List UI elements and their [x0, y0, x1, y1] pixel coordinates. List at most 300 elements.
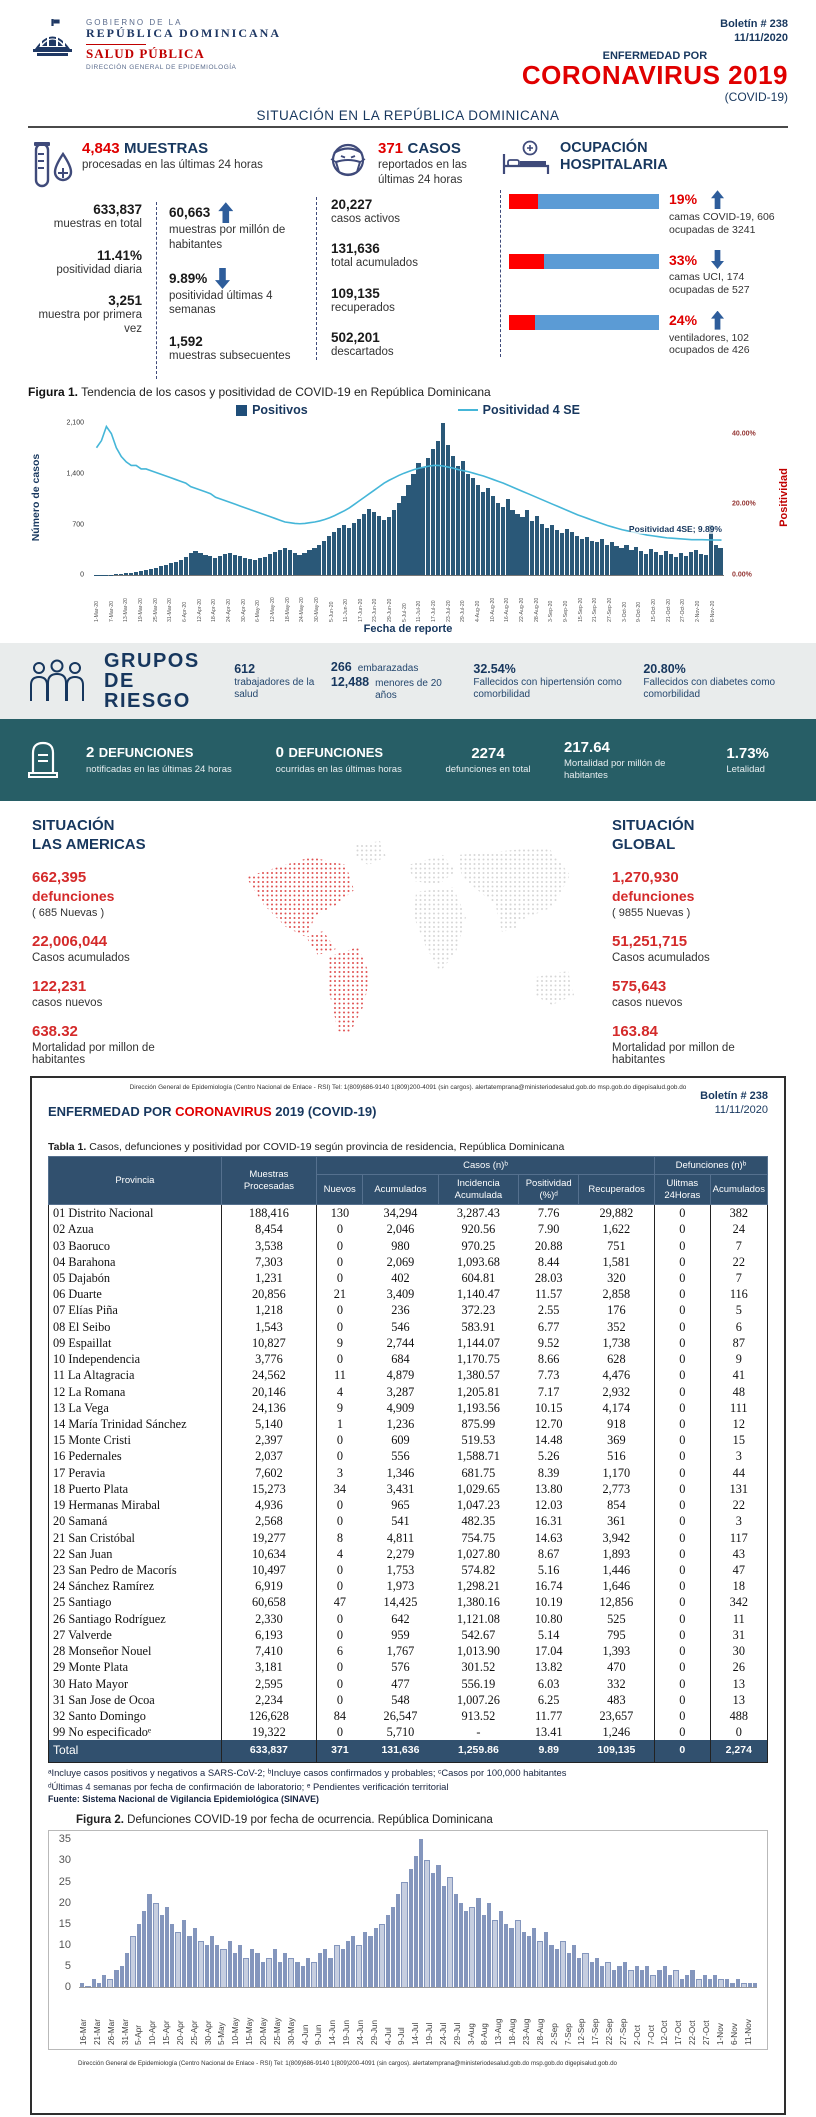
table-cell: 60,658 — [221, 1594, 316, 1610]
col-acumulados: Acumulados — [363, 1175, 438, 1205]
death-bar — [147, 1894, 151, 1987]
axis-label: 19-Mar-20 — [137, 598, 144, 623]
table-cell: 5,140 — [221, 1416, 316, 1432]
col-recuperados: Recuperados — [579, 1175, 655, 1205]
axis-label: 4-Jun — [300, 2024, 310, 2046]
disease-pretitle: ENFERMEDAD POR — [602, 50, 708, 62]
test-tube-icon — [28, 140, 74, 192]
fig1-xaxis-title: Fecha de reporte — [363, 623, 453, 636]
defunciones-ocurridas-word: DEFUNCIONES — [288, 745, 384, 761]
table-cell: 0 — [317, 1497, 363, 1513]
table-row — [49, 1432, 768, 1448]
trabajadores-salud-label: trabajadores de la salud — [234, 676, 315, 700]
table-cell: 8.66 — [537, 1352, 560, 1367]
muestras-por-millon-label: muestras por millón de habitantes — [169, 224, 286, 251]
legend-positividad — [458, 403, 580, 417]
table-cell: 7.73 — [537, 1368, 560, 1383]
table-cell: 4,476 — [602, 1368, 631, 1383]
casos-acumulados-label: total acumulados — [331, 257, 418, 270]
death-bar — [198, 1941, 204, 1988]
axis-tick: 700 — [72, 521, 84, 529]
table-cell: 11 — [317, 1367, 363, 1383]
table-cell: 15 Monte Cristi — [53, 1433, 131, 1448]
table-cell: 0 — [317, 1270, 363, 1286]
axis-label: 18-Aug — [508, 2018, 518, 2046]
death-bar — [549, 1945, 553, 1987]
table-cell: 4,811 — [386, 1530, 415, 1545]
axis-label: 3-Aug — [466, 2023, 476, 2046]
defunciones-notificadas-label: notificadas en las últimas 24 horas — [86, 764, 232, 776]
table-cell: 0 — [654, 1481, 710, 1497]
death-bar — [690, 1970, 694, 1987]
death-bar — [713, 1975, 717, 1988]
death-bar — [612, 1970, 616, 1987]
muestras-24h-word: MUESTRAS — [124, 140, 209, 158]
death-bar — [318, 1953, 322, 1987]
ocupacion-items — [500, 190, 788, 357]
death-bar — [306, 1958, 310, 1988]
table-cell: 10 Independencia — [53, 1352, 141, 1367]
table-cell: 854 — [607, 1498, 626, 1513]
table-cell: 8.67 — [537, 1546, 560, 1561]
death-bar — [351, 1936, 355, 1987]
menores-label: menores de 20 años — [375, 678, 442, 702]
figura1-caption — [28, 385, 788, 399]
muestras-24h-desc: procesadas en las últimas 24 horas — [82, 159, 263, 172]
table-cell: 28 Monseñor Nouel — [53, 1644, 152, 1659]
defunciones-total-stat — [438, 745, 538, 776]
death-bar — [623, 1962, 627, 1987]
axis-label: 5-Jun-20 — [328, 601, 335, 623]
legend-positividad-label: Positividad 4 SE — [482, 403, 580, 418]
situacion-section — [28, 801, 788, 1066]
table-cell: 176 — [607, 1303, 626, 1318]
table-cell: 556.19 — [461, 1676, 496, 1691]
table-cell: 27 Valverde — [53, 1627, 112, 1642]
recuperados-label: recuperados — [331, 301, 395, 314]
table-cell: 0 — [317, 1676, 363, 1692]
table-cell: 1,144.07 — [456, 1335, 500, 1350]
axis-label: 25-Mar-20 — [152, 598, 159, 623]
table-cell: 6.25 — [537, 1692, 560, 1707]
table-row — [49, 1302, 768, 1318]
table-cell: 1,380.57 — [456, 1368, 500, 1383]
table-cell: 913.52 — [461, 1708, 496, 1723]
table-cell: 0 — [654, 1335, 710, 1351]
ocupacion-column — [486, 140, 788, 379]
axis-label: 8-Aug — [480, 2023, 490, 2046]
table-cell: 12.70 — [534, 1417, 563, 1432]
table-total-cell: 109,135 — [579, 1740, 655, 1762]
death-bar — [120, 1966, 124, 1987]
fig1-yaxis-left-title: Número de casos — [30, 453, 42, 542]
death-bar — [250, 1949, 254, 1987]
axis-label: 31-Mar — [120, 2019, 130, 2046]
table-cell: 959 — [391, 1627, 410, 1642]
table-cell: 29,882 — [599, 1206, 634, 1221]
muestras-subsecuentes-number: 1,592 — [169, 333, 203, 349]
axis-label: 5-May — [217, 2022, 227, 2046]
table-cell: 1,121.08 — [456, 1611, 500, 1626]
casos-24h-word: CASOS — [407, 140, 461, 158]
table-total-cell: 2,274 — [710, 1740, 767, 1762]
death-bar — [238, 1945, 242, 1987]
table-cell: 10.15 — [534, 1400, 563, 1415]
table-cell: 0 — [317, 1351, 363, 1367]
bulletin-title-block — [522, 18, 788, 104]
mortalidad-label: Mortalidad por millón de habitantes — [564, 757, 666, 781]
death-bar — [544, 1932, 548, 1987]
figura2-caption-bold: Figura 2. — [76, 1814, 124, 1827]
figura1-legend — [28, 401, 788, 423]
table-row — [49, 1351, 768, 1367]
table-cell: 0 — [654, 1416, 710, 1432]
death-bar — [160, 1915, 164, 1987]
table-cell: 0 — [654, 1562, 710, 1578]
table-cell: 99 No especificadoᵉ — [53, 1725, 152, 1740]
death-bar — [499, 1911, 503, 1987]
axis-tick: 20.00% — [732, 500, 756, 508]
ventiladores-bar — [509, 315, 659, 330]
table-cell: 1,231 — [221, 1270, 316, 1286]
death-bar — [635, 1966, 639, 1987]
table-cell: 1,738 — [602, 1335, 631, 1350]
table-cell: 754.75 — [461, 1530, 496, 1545]
death-bar — [386, 1915, 390, 1987]
table-cell: 0 — [317, 1319, 363, 1335]
death-bar — [92, 1979, 96, 1987]
table-cell: 2,932 — [602, 1384, 631, 1399]
table-cell: 03 Baoruco — [53, 1238, 111, 1253]
col-muestras: Muestras Procesadas — [221, 1157, 316, 1205]
table-cell: 126,628 — [221, 1708, 316, 1724]
table-cell: 21 — [317, 1286, 363, 1302]
muestra-primera-vez-number: 3,251 — [108, 293, 142, 309]
table-cell: 6,919 — [221, 1578, 316, 1594]
global-title-line2: GLOBAL — [612, 835, 676, 853]
axis-label: 9-Oct-20 — [636, 601, 643, 623]
axis-label: 21-Sep-20 — [592, 597, 599, 623]
table-cell: 0 — [654, 1448, 710, 1464]
global-defunciones-nuevas: ( 9855 Nuevas ) — [612, 906, 691, 919]
death-bar — [504, 1924, 508, 1987]
page2-bulletin-date: 11/11/2020 — [714, 1104, 768, 1116]
table-cell: 2,397 — [221, 1432, 316, 1448]
provincia-table — [48, 1156, 768, 1763]
table-cell: 542.67 — [461, 1627, 496, 1642]
fig1-xlabels — [94, 578, 724, 622]
table-total-cell: 131,636 — [363, 1740, 438, 1762]
table-cell: 0 — [317, 1627, 363, 1643]
axis-tick: 30 — [58, 1854, 71, 1867]
table-row — [49, 1724, 768, 1740]
trabajadores-salud-number: 612 — [234, 661, 256, 676]
axis-label: 29-Jun-20 — [387, 598, 394, 623]
death-bar — [414, 1856, 418, 1987]
axis-label: 3-Oct-20 — [621, 601, 628, 623]
table-cell: 5.26 — [537, 1449, 560, 1464]
axis-label: 6-Apr-20 — [181, 601, 188, 623]
table-cell: 4,174 — [602, 1400, 631, 1415]
table-row — [49, 1384, 768, 1400]
table-row — [49, 1578, 768, 1594]
global-acumulados-number: 51,251,715 — [612, 932, 688, 950]
table-cell: 41 — [710, 1367, 767, 1383]
letalidad-number: 1.73% — [726, 744, 769, 762]
table-cell: 17.04 — [534, 1644, 563, 1659]
table-cell: 970.25 — [461, 1238, 496, 1253]
table-cell: 7,410 — [221, 1643, 316, 1659]
death-bar — [476, 1898, 480, 1987]
global-acumulados-label: Casos acumulados — [612, 951, 710, 964]
table-cell: 06 Duarte — [53, 1287, 102, 1302]
global-mortalidad-number: 163.84 — [612, 1022, 658, 1040]
muestras-total-label: muestras en total — [53, 218, 142, 231]
table-row — [49, 1708, 768, 1724]
table-cell: 0 — [654, 1221, 710, 1237]
table-row — [49, 1627, 768, 1643]
menores-number: 12,488 — [330, 675, 370, 690]
death-bar — [409, 1869, 413, 1987]
table-cell: 483 — [607, 1692, 626, 1707]
table-row — [49, 1497, 768, 1513]
axis-label: 12-May-20 — [269, 597, 276, 623]
death-bar — [436, 1865, 440, 1988]
table-cell: 1,246 — [602, 1725, 631, 1740]
table-cell: 7 — [710, 1270, 767, 1286]
table-cell: 47 — [710, 1562, 767, 1578]
col-acum-defunciones: Acumulados — [710, 1175, 767, 1205]
table-cell: 04 Barahona — [53, 1254, 116, 1269]
defunciones-ocurridas-label: ocurridas en las últimas horas — [275, 764, 402, 776]
table-row — [49, 1594, 768, 1610]
americas-acumulados-label: Casos acumulados — [32, 951, 130, 964]
table-row — [49, 1416, 768, 1432]
death-bar — [175, 1932, 181, 1987]
death-bar — [114, 1970, 118, 1987]
table-cell: 130 — [317, 1205, 363, 1222]
table-total-cell: 371 — [317, 1740, 363, 1762]
table-cell: 0 — [317, 1578, 363, 1594]
arrow-up-icon — [711, 311, 724, 330]
death-bar — [628, 1970, 634, 1987]
table-cell: 02 Azua — [53, 1222, 94, 1237]
table-cell: 22 — [710, 1497, 767, 1513]
table-cell: 0 — [317, 1448, 363, 1464]
table-row — [49, 1546, 768, 1562]
table-cell: 576 — [391, 1660, 410, 1675]
fig2-xlabels — [79, 1988, 757, 2045]
col-provincia: Provincia — [49, 1157, 222, 1205]
page1-header — [28, 18, 788, 104]
axis-tick: 40.00% — [732, 430, 756, 438]
axis-label: 10-May — [231, 2017, 241, 2046]
death-bar — [193, 1928, 197, 1987]
death-bar — [657, 1970, 661, 1987]
death-bar — [590, 1962, 594, 1987]
axis-label: 15-May — [245, 2017, 255, 2046]
death-bar — [142, 1911, 146, 1987]
logo-gov-line2: REPÚBLICA DOMINICANA — [86, 26, 282, 41]
table-cell: 13.41 — [534, 1725, 563, 1740]
americas-title-line2: LAS AMERICAS — [32, 835, 146, 853]
death-bar — [464, 1911, 468, 1987]
americas-title-line1: SITUACIÓN — [32, 817, 115, 835]
table-cell: 0 — [317, 1513, 363, 1529]
table-cell: 9.52 — [537, 1335, 560, 1350]
situacion-global — [612, 817, 790, 1066]
death-bar — [424, 1860, 430, 1987]
axis-label: 10-Apr — [148, 2020, 158, 2046]
table-cell: 8,454 — [221, 1221, 316, 1237]
death-bar — [527, 1936, 531, 1987]
global-mortalidad-label: Mortalidad por millon de habitantes — [612, 1041, 735, 1066]
table-cell: 3 — [710, 1448, 767, 1464]
table-cell: 920.56 — [461, 1222, 496, 1237]
axis-label: 24-May-20 — [299, 597, 306, 623]
group-defunciones: Defunciones (n)ᵇ — [654, 1157, 767, 1175]
death-bar — [522, 1932, 526, 1987]
table-cell: 3,409 — [386, 1287, 415, 1302]
table-total-row — [49, 1740, 768, 1762]
table-cell: 3,776 — [221, 1351, 316, 1367]
americas-defunciones-nuevas: ( 685 Nuevas ) — [32, 906, 105, 919]
page2-header — [48, 1090, 768, 1119]
table-cell: 1,380.16 — [456, 1595, 500, 1610]
axis-label: 7-Oct — [646, 2025, 656, 2046]
embarazadas-number: 266 — [330, 660, 352, 675]
axis-tick: 0 — [80, 571, 84, 579]
death-bar — [572, 1945, 576, 1987]
figura1-plot — [30, 419, 790, 579]
death-bar — [379, 1924, 385, 1987]
table-cell: 14.63 — [534, 1530, 563, 1545]
death-bar — [396, 1894, 400, 1987]
ocupacion-ventiladores — [509, 311, 788, 357]
table-cell: 11 La Altagracia — [53, 1368, 135, 1383]
table-cell: 8.39 — [537, 1465, 560, 1480]
col-ultimas24: Ulitmas 24Horas — [654, 1175, 710, 1205]
table-cell: 7 — [710, 1238, 767, 1254]
table-cell: 32 Santo Domingo — [53, 1708, 146, 1723]
table-cell: 44 — [710, 1465, 767, 1481]
axis-label: 25-Apr — [189, 2020, 199, 2046]
table-cell: 965 — [391, 1498, 410, 1513]
table-cell: 0 — [654, 1367, 710, 1383]
death-bar — [215, 1945, 219, 1987]
global-defunciones-number: 1,270,930 — [612, 868, 679, 886]
death-bar — [334, 1945, 340, 1987]
axis-label: 30-May-20 — [313, 597, 320, 623]
col-incidencia: Incidencia Acumulada — [438, 1175, 518, 1205]
ventiladores-pct: 24% — [669, 311, 698, 328]
camas-uci-pct: 33% — [669, 251, 698, 268]
death-bar — [323, 1949, 327, 1987]
table-cell: 0 — [654, 1205, 710, 1222]
camas-covid-pct: 19% — [669, 191, 698, 208]
page2-bulletin-block — [700, 1090, 768, 1116]
table-cell: 31 — [710, 1627, 767, 1643]
death-bar — [555, 1949, 559, 1987]
axis-label: 22-Aug-20 — [519, 597, 526, 623]
axis-label: 12-Sep — [577, 2018, 587, 2046]
table-cell: 09 Espaillat — [53, 1335, 112, 1350]
positividad-diaria-stat — [28, 248, 142, 277]
table-row — [49, 1254, 768, 1270]
table-row — [49, 1238, 768, 1254]
axis-label: 17-Jul-20 — [431, 600, 438, 623]
grupos-title-line2: DE RIESGO — [104, 670, 191, 713]
table-cell: 0 — [654, 1578, 710, 1594]
table-cell: 3,942 — [602, 1530, 631, 1545]
axis-label: 4-Aug-20 — [475, 600, 482, 623]
death-bar — [741, 1983, 747, 1987]
death-bar — [170, 1924, 174, 1987]
table-cell: 1,236 — [386, 1417, 415, 1432]
axis-label: 21-Mar — [92, 2019, 102, 2046]
table-cell: 26 — [710, 1659, 767, 1675]
legend-positivos-label: Positivos — [252, 403, 308, 418]
table-cell: 0 — [654, 1627, 710, 1643]
casos-activos-stat — [331, 197, 486, 226]
table-row — [49, 1221, 768, 1237]
axis-label: 5-Jul-20 — [401, 603, 408, 623]
axis-label: 27-Sep-20 — [606, 597, 613, 623]
table-cell: 382 — [710, 1205, 767, 1222]
death-bar — [685, 1975, 689, 1988]
table-cell: 2,858 — [602, 1287, 631, 1302]
fig1-yaxis-right-title: Positividad — [778, 468, 790, 528]
table-cell: 470 — [607, 1660, 626, 1675]
table-row — [49, 1319, 768, 1335]
table-cell: 609 — [391, 1433, 410, 1448]
table-cell: 30 Hato Mayor — [53, 1676, 129, 1691]
table-cell: 3,538 — [221, 1238, 316, 1254]
axis-label: 19-Jun — [342, 2020, 352, 2046]
axis-label: 29-Jul-20 — [460, 600, 467, 623]
death-bar — [341, 1949, 345, 1987]
table-cell: 372.23 — [461, 1303, 496, 1318]
death-bar — [595, 1958, 599, 1988]
americas-nuevos-number: 122,231 — [32, 977, 87, 995]
table-cell: 0 — [654, 1708, 710, 1724]
gobierno-crest-icon — [28, 18, 78, 66]
table-cell: 9 — [710, 1351, 767, 1367]
table-cell: 402 — [391, 1271, 410, 1286]
death-bar — [107, 1979, 113, 1987]
death-bar — [261, 1962, 265, 1987]
death-bar — [363, 1932, 367, 1987]
table-cell: 1,973 — [386, 1579, 415, 1594]
americas-defunciones-label: defunciones — [32, 887, 115, 904]
axis-label: 23-Aug — [522, 2018, 531, 2046]
table-row — [49, 1611, 768, 1627]
table-cell: 13 — [710, 1676, 767, 1692]
axis-label: 19-Jul — [425, 2022, 435, 2046]
table-cell: 0 — [654, 1384, 710, 1400]
letalidad-label: Letalidad — [726, 763, 765, 775]
table-cell: 16.31 — [534, 1514, 563, 1529]
death-bar — [469, 1907, 475, 1987]
table-cell: 25 Santiago — [53, 1595, 112, 1610]
axis-label: 24-Apr-20 — [225, 599, 232, 623]
table-cell: 477 — [391, 1676, 410, 1691]
death-bar — [736, 1979, 740, 1987]
americas-mortalidad-number: 638.32 — [32, 1022, 78, 1040]
casos-24h-number: 371 — [378, 140, 404, 158]
table-cell: 3,181 — [221, 1659, 316, 1675]
death-bar — [509, 1928, 513, 1987]
